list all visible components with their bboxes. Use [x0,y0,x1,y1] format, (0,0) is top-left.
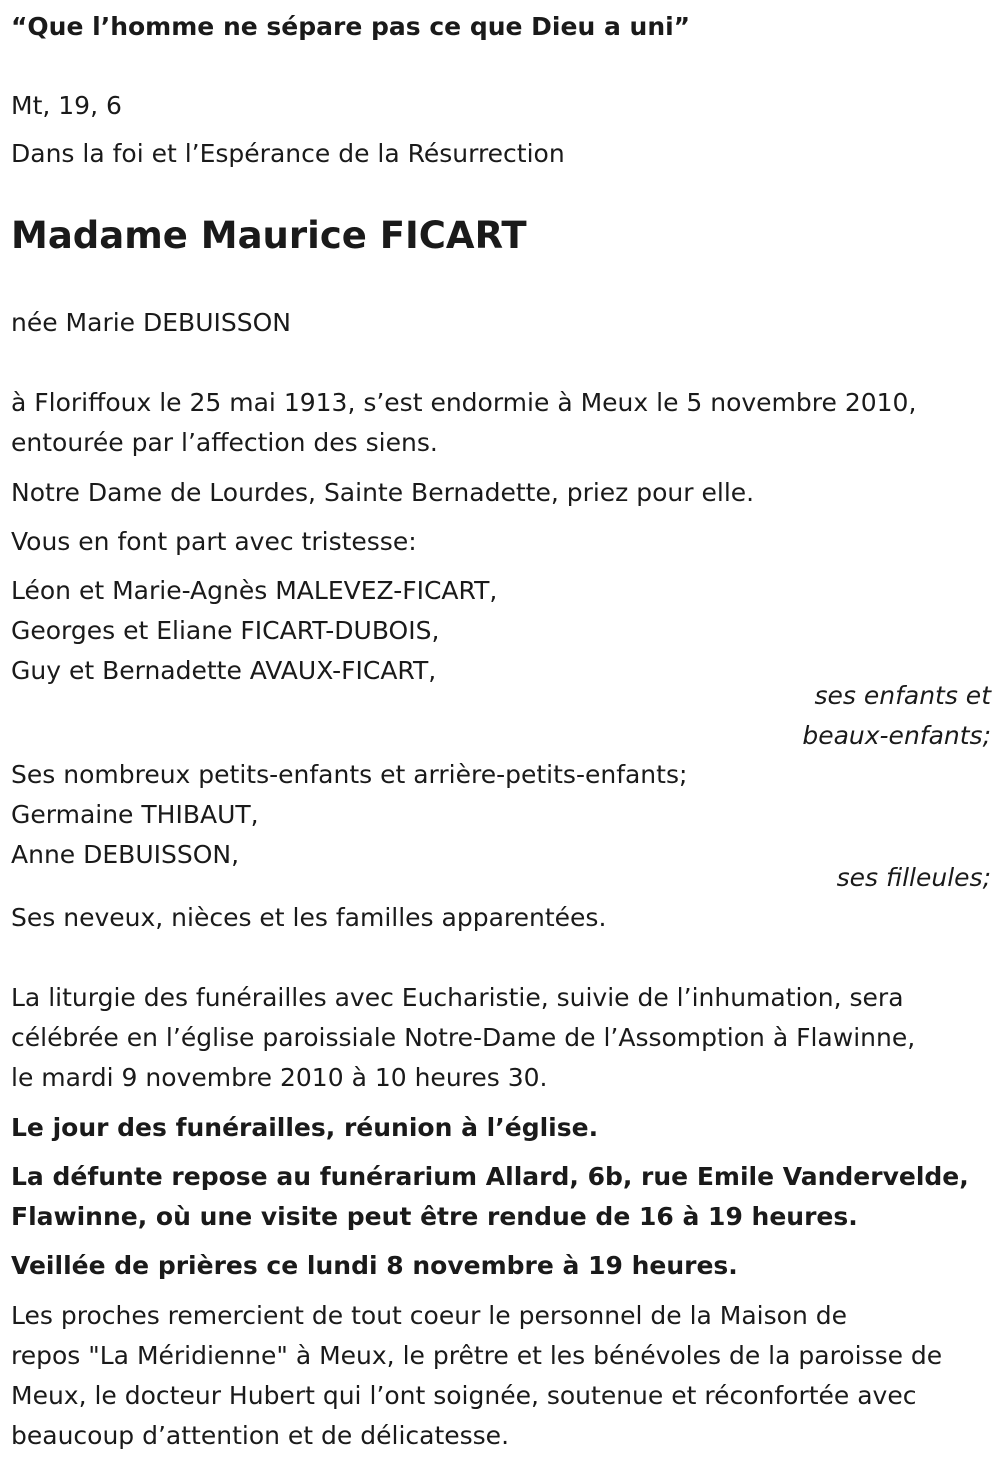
bible-quote: “Que l’homme ne sépare pas ce que Dieu a uni” [11,12,691,41]
godchildren-role-label: ses filleules; [836,863,991,892]
funeral-home-line: Flawinne, où une visite peut être rendue de 16 à 19 heures. [11,1202,858,1231]
thanks-line: Les proches remercient de tout coeur le personnel de la Maison de [11,1301,847,1330]
bible-reference: Mt, 19, 6 [11,91,122,120]
funeral-home-info [11,1157,969,1237]
liturgy-line: le mardi 9 novembre 2010 à 10 heures 30. [11,1063,548,1092]
announcement-intro: Vous en font part avec tristesse: [11,527,417,556]
deceased-name: Madame Maurice FICART [11,214,527,257]
prayer-line: Notre Dame de Lourdes, Sainte Bernadette, priez pour elle. [11,478,755,507]
list-item: Germaine THIBAUT, [11,800,259,829]
extended-family-line: Ses neveux, nièces et les familles apparentées. [11,903,607,932]
funeral-home-line: La défunte repose au funérarium Allard, 6b, rue Emile Vandervelde, [11,1162,969,1191]
birth-death-line: à Floriffoux le 25 mai 1913, s’est endormie à Meux le 5 novembre 2010, [11,388,917,417]
vigil-info: Veillée de prières ce lundi 8 novembre à 19 heures. [11,1251,738,1280]
thanks-paragraph [11,1296,942,1456]
list-item: Léon et Marie-Agnès MALEVEZ-FICART, [11,576,498,605]
funeral-liturgy-info [11,978,915,1098]
other-relatives-list [11,755,687,875]
birth-name: née Marie DEBUISSON [11,308,291,337]
children-list [11,571,497,691]
birth-death-line: entourée par l’affection des siens. [11,428,438,457]
thanks-line: Meux, le docteur Hubert qui l’ont soignée, soutenue et réconfortée avec [11,1381,917,1410]
list-item: Guy et Bernadette AVAUX-FICART, [11,656,437,685]
liturgy-line: célébrée en l’église paroissiale Notre-Dame de l’Assomption à Flawinne, [11,1023,916,1052]
list-item: Anne DEBUISSON, [11,840,240,869]
list-item: Ses nombreux petits-enfants et arrière-petits-enfants; [11,760,688,789]
birth-death-info [11,383,916,463]
faith-statement: Dans la foi et l’Espérance de la Résurrection [11,139,565,168]
children-role-label: ses enfants et beaux-enfants; [802,681,991,750]
meeting-info: Le jour des funérailles, réunion à l’église. [11,1113,599,1142]
thanks-line: beaucoup d’attention et de délicatesse. [11,1421,510,1450]
thanks-line: repos "La Méridienne" à Meux, le prêtre et les bénévoles de la paroisse de [11,1341,943,1370]
liturgy-line: La liturgie des funérailles avec Eucharistie, suivie de l’inhumation, sera [11,983,904,1012]
list-item: Georges et Eliane FICART-DUBOIS, [11,616,440,645]
